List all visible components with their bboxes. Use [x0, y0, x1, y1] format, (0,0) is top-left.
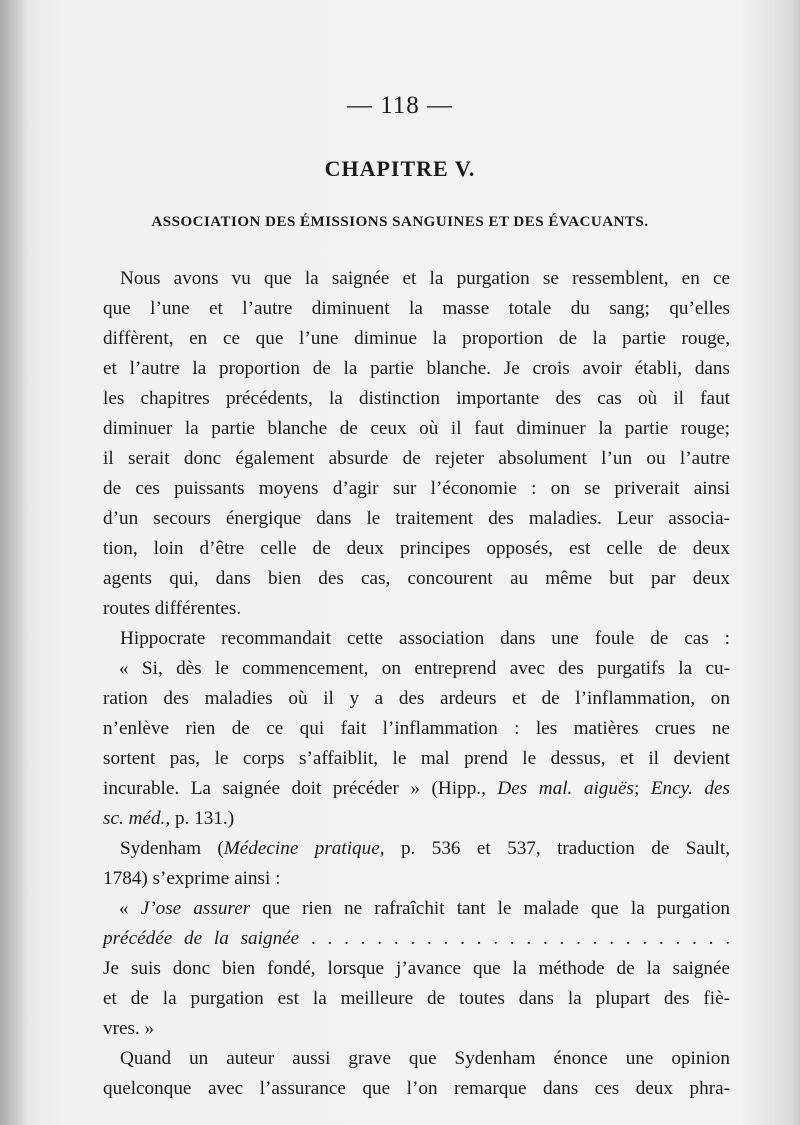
italic-title: Ency. des [650, 778, 730, 799]
section-title: ASSOCIATION DES ÉMISSIONS SANGUINES ET DES ÉVACUANTS. [151, 214, 649, 230]
text-line [103, 774, 730, 804]
text-segment: Sydenham ( [120, 838, 224, 859]
text-line: « Si, dès le commencement, on entreprend avec des purgatifs la cu- [119, 658, 730, 679]
text-line: vres. » [103, 1018, 155, 1039]
italic-title: sc. méd. [103, 808, 166, 829]
text-line: d’un secours énergique dans le traitement des maladies. Leur associa- [103, 508, 730, 529]
text-line [103, 804, 730, 834]
text-line: sortent pas, le corps s’affaiblit, le mal prend le dessus, et il devient [103, 748, 730, 769]
ellipsis-dots: . . . . . . . . . . . . . . . . . . . . . . . . . . [299, 928, 730, 949]
text-line: n’enlève rien de ce qui fait l’inflammation : les matières crues ne [103, 718, 730, 739]
text-line: routes différentes. [103, 598, 242, 619]
text-line: il serait donc également absurde de rejeter absolument l’un ou l’autre [103, 448, 730, 469]
text-line: tion, loin d’être celle de deux principes opposés, est celle de deux [103, 538, 730, 559]
text-line: Quand un auteur aussi grave que Sydenham énonce une opinion [120, 1048, 730, 1069]
text-segment: ; [633, 778, 651, 799]
text-segment: incurable. La saignée doit précéder » (Hipp., [103, 778, 498, 799]
text-line: et de la purgation est la meilleure de toutes dans la plupart des fiè- [103, 988, 730, 1009]
page-number-header: — 118 — [346, 92, 454, 119]
text-line: les chapitres précédents, la distinction importante des cas où il faut [103, 388, 730, 409]
text-segment: , p. 536 et 537, traduction de Sault, [379, 838, 730, 859]
italic-title: Médecine pratique [223, 838, 380, 859]
text-line: Hippocrate recommandait cette association dans une foule de cas : [120, 628, 730, 649]
text-line: 1784) s’exprime ainsi : [103, 868, 281, 889]
text-line: de ces puissants moyens d’agir sur l’économie : on se priverait ainsi [103, 478, 730, 499]
italic-title: Des mal. aiguës [497, 778, 634, 799]
text-line: agents qui, dans bien des cas, concourent au même but par deux [103, 568, 730, 589]
text-segment: « [119, 898, 141, 919]
text-line: Nous avons vu que la saignée et la purgation se ressemblent, en ce [120, 268, 730, 289]
text-line: diffèrent, en ce que l’une diminue la proportion de la partie rouge, [103, 328, 730, 349]
text-line: ration des maladies où il y a des ardeurs et de l’inflammation, on [103, 688, 730, 709]
text-line: Je suis donc bien fondé, lorsque j’avance que la méthode de la saignée [103, 958, 730, 979]
italic-phrase: J’ose assurer [140, 898, 251, 919]
text-segment: que rien ne rafraîchit tant le malade que la purgation [250, 898, 731, 919]
text-line [103, 924, 730, 954]
text-line: diminuer la partie blanche de ceux où il faut diminuer la partie rouge; [103, 418, 730, 439]
italic-phrase: précédée de la saignée [103, 928, 300, 949]
text-segment: , p. 131.) [165, 808, 235, 829]
chapter-title: CHAPITRE V. [324, 156, 476, 181]
text-line [103, 894, 730, 924]
text-line: que l’une et l’autre diminuent la masse totale du sang; qu’elles [103, 298, 730, 319]
text-line: quelconque avec l’assurance que l’on remarque dans ces deux phra- [103, 1078, 730, 1099]
body-text [103, 264, 730, 1104]
text-line: et l’autre la proportion de la partie blanche. Je crois avoir établi, dans [103, 358, 730, 379]
text-line [103, 834, 730, 864]
